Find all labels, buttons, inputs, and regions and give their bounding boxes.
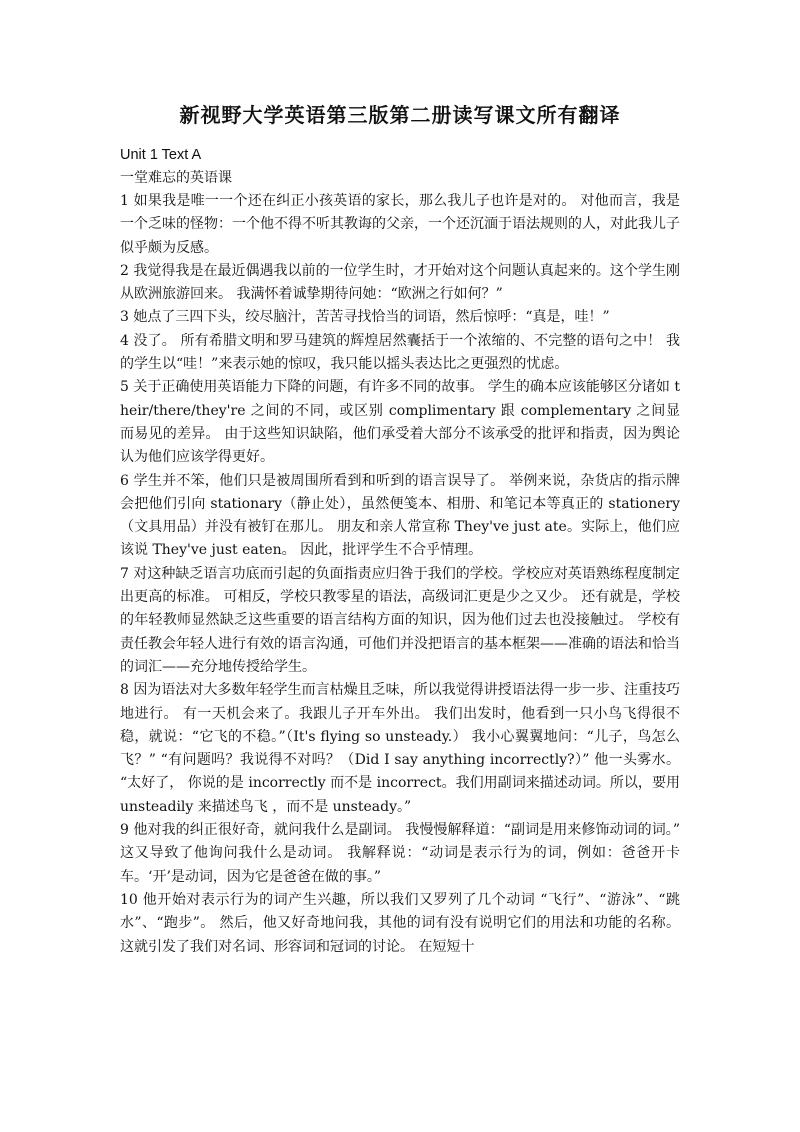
document-title: 新视野大学英语第三版第二册读写课文所有翻译 [179,103,621,127]
paragraph-7: 7 对这种缺乏语言功底而引起的负面指责应归咎于我们的学校。学校应对英语熟练程度制定出更高的标准。 可相反，学校只教零星的语法，高级词汇更是少之又少。 还有就是，学校的年轻教师显然缺乏这些重要的语言结构方面的知识，因为他们过去也没接触过。 学校有责任教会年轻人进行有效的语言沟通，可他们并没把语言的基本框架——准确的语法和恰当的词汇——充分地传授给学生。 [120,565,680,675]
paragraph-5: 5 关于正确使用英语能力下降的问题，有许多不同的故事。 学生的确本应该能够区分诸如 their/there/they're 之间的不同，或区别 complimentary 跟 complementary 之间显而易见的差异。 由于这些知识缺陷，他们承受着大部分不该承受的批评和指责，因为舆论认为他们应该学得更好。 [120,379,680,466]
paragraph-8: 8 因为语法对大多数年轻学生而言枯燥且乏味，所以我觉得讲授语法得一步一步、注重技巧地进行。 有一天机会来了。我跟儿子开车外出。 我们出发时，他看到一只小鸟飞得很不稳，就说：“它飞的不稳。”（It's flying so unsteady.） 我小心翼翼地问：“儿子，鸟怎么飞？” “有问题吗？我说得不对吗？（Did I say anything incorrectly?）” 他一头雾水。 “太好了， 你说的是 incorrectly 而不是 incorrect。我们用副词来描述动词。所以，要用 unsteadily 来描述鸟飞 ，而不是 unsteady。” [120,682,680,815]
paragraph-3: 3 她点了三四下头，绞尽脑汁，苦苦寻找恰当的词语，然后惊呼：“真是，哇！” [120,309,610,326]
paragraph-4: 4 没了。 所有希腊文明和罗马建筑的辉煌居然囊括于一个浓缩的、不完整的语句之中！ 我的学生以“哇！”来表示她的惊叹，我只能以摇头表达比之更强烈的忧虑。 [120,332,680,373]
paragraph-2: 2 我觉得我是在最近偶遇我以前的一位学生时，才开始对这个问题认真起来的。这个学生刚从欧洲旅游回来。 我满怀着诚挚期待问她：“欧洲之行如何？” [120,262,680,303]
unit-heading: Unit 1 Text A [120,147,202,163]
paragraph-1: 1 如果我是唯一一个还在纠正小孩英语的家长，那么我儿子也许是对的。 对他而言，我是一个乏味的怪物：一个他不得不听其教诲的父亲，一个还沉湎于语法规则的人，对此我儿子似乎颇为反感。 [120,193,680,256]
paragraph-10: 10 他开始对表示行为的词产生兴趣，所以我们又罗列了几个动词 “飞行”、“游泳”、“跳水”、“跑步”。 然后，他又好奇地问我，其他的词有没有说明它们的用法和功能的名称。 这就引发了我们对名词、形容词和冠词的讨论。 在短短十 [120,891,680,955]
paragraph-6: 6 学生并不笨，他们只是被周围所看到和听到的语言误导了。 举例来说，杂货店的指示牌会把他们引向 stationary（静止处），虽然便笺本、相册、和笔记本等真正的 stationery（文具用品）并没有被钉在那儿。 朋友和亲人常宣称 They've just ate。实际上，他们应该说 They've just eaten。 因此，批评学生不合乎情理。 [120,472,680,559]
paragraph-9: 9 他对我的纠正很好奇，就问我什么是副词。 我慢慢解释道：“副词是用来修饰动词的词。” 这又导致了他询问我什么是动词。 我解释说：“动词是表示行为的词，例如：爸爸开卡车。‘开’是动词，因为它是爸爸在做的事。” [120,822,680,885]
lesson-title: 一堂难忘的英语课 [120,170,232,186]
